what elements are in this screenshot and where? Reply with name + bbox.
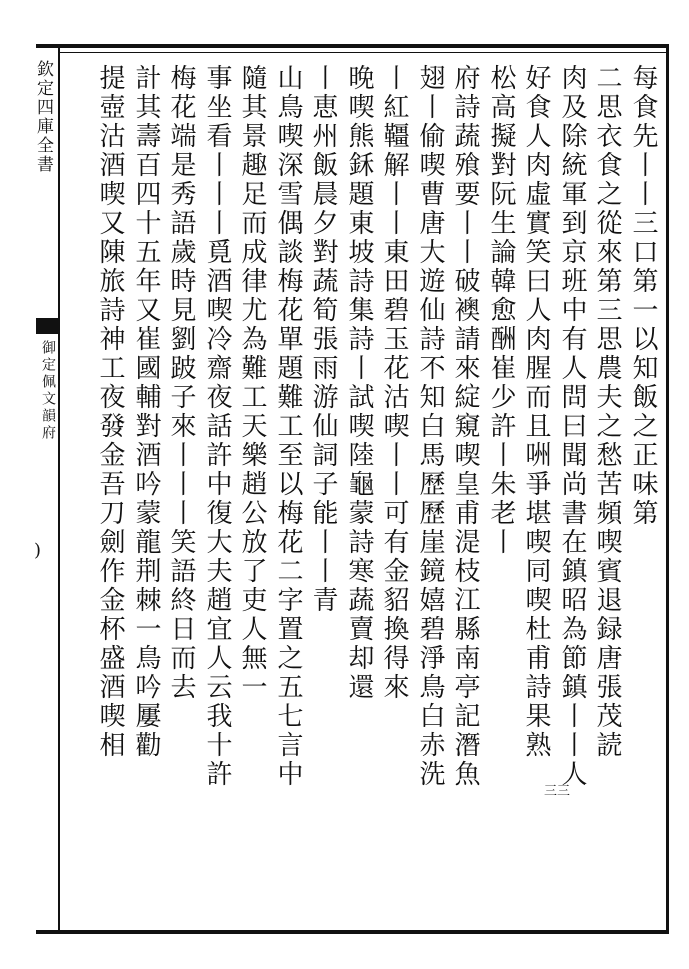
text-column-2: 二思衣食之從來第三思農夫之愁苦頻喫賓退録唐張茂読 bbox=[592, 64, 622, 760]
text-column-13: 事坐看丨丨丨覓酒喫冷齋夜話許中復大夫趙宜人云我十許 bbox=[202, 64, 232, 789]
margin-title: 欽定四庫全書 bbox=[33, 60, 53, 174]
text-column-3: 肉及除統軍到京班中有人問曰聞尚書在鎮昭為節鎮丨丨人 bbox=[557, 64, 587, 789]
text-column-15: 計其壽百四十五年又崔國輔對酒吟蒙龍荆棘一鳥吟屢勸 bbox=[131, 64, 161, 760]
text-column-11: 山鳥喫深雪偶談梅花單題難工至以梅花二字置之五七言中 bbox=[273, 64, 303, 789]
text-column-5: 松高擬對阮生論韓愈酬崔少許丨朱老丨 bbox=[486, 64, 516, 557]
bottom-border bbox=[36, 930, 669, 934]
text-column-16: 提壺沽酒喫又陳旅詩神工夜發金吾刀劍作金杯盛酒喫相 bbox=[95, 64, 125, 760]
margin-subtitle: 御定佩文韻府 bbox=[40, 340, 56, 442]
text-column-10: 丨恵州飯晨夕對蔬筍張雨游仙詞子能丨丨青 bbox=[308, 64, 338, 615]
text-column-6: 府詩蔬飱要丨丨破襖請來綻窺喫皇甫湜枝江縣南亭記潛魚 bbox=[450, 64, 480, 789]
margin-mark: ) bbox=[34, 540, 42, 561]
text-column-8: 丨紅韁解丨丨東田碧玉花沽喫丨丨可有金貂換得來 bbox=[379, 64, 409, 702]
fish-tail-mark bbox=[36, 318, 58, 334]
left-border bbox=[58, 48, 60, 932]
text-column-4: 好食人肉虛實笑曰人肉腥而且㖄爭堪喫同喫杜甫詩果熟 bbox=[521, 64, 551, 760]
page-number: 三三 bbox=[544, 784, 571, 799]
top-border bbox=[36, 44, 669, 48]
text-column-12: 隨其景趣足而成律尤為難工天樂趙公放了吏人無一 bbox=[237, 64, 267, 702]
text-column-14: 梅花端是秀語歲時見劉跛子來丨丨丨笑語終日而去 bbox=[166, 64, 196, 702]
top-inner-border bbox=[60, 52, 669, 53]
text-column-9: 晚喫熊鉌題東坡詩集詩丨試喫陸龜蒙詩寒蔬賣却還 bbox=[344, 64, 374, 702]
text-column-7: 翅丨偷喫曹唐大遊仙詩不知白馬歷歷崖鏡嬉碧淨鳥白赤洗 bbox=[415, 64, 445, 789]
text-column-1: 每食先丨丨三口第一以知飯之正味第 bbox=[628, 64, 658, 528]
right-border bbox=[666, 48, 669, 932]
